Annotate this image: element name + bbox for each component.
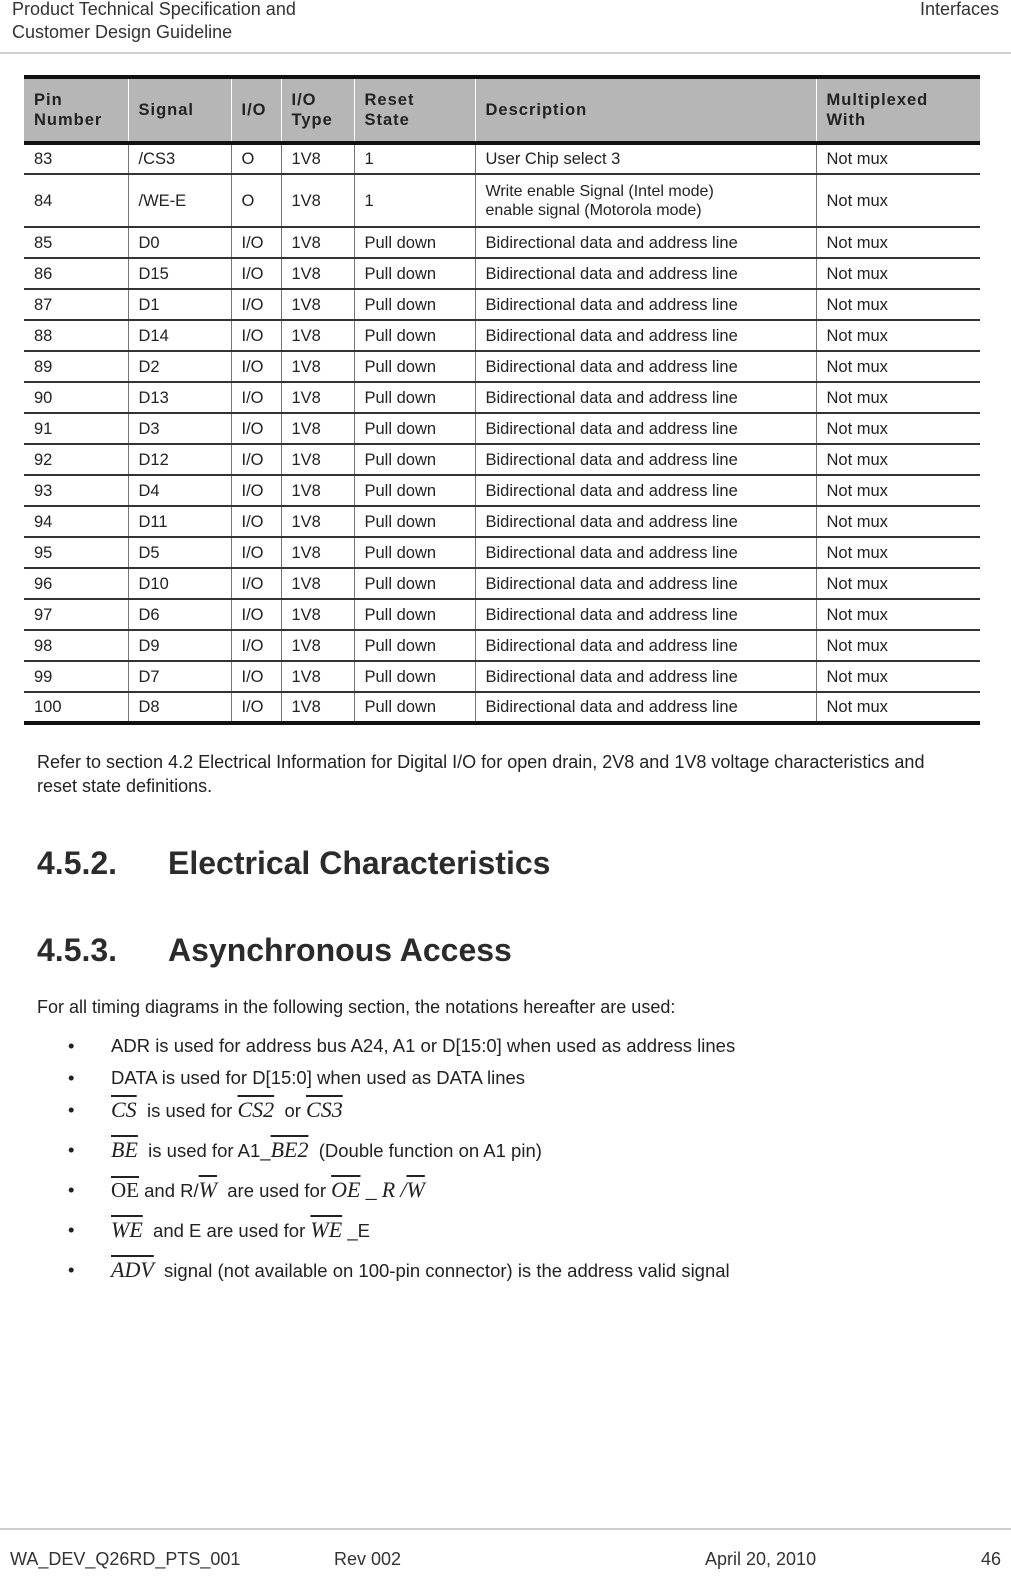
table-cell: O <box>231 143 281 174</box>
document-title <box>12 0 296 44</box>
pin-table-header <box>24 77 980 143</box>
signal-be: $\overline{BE}$ <box>111 1137 138 1162</box>
list-item: • $\overline{OE}$ and $R/\overline{W}$ are used for $\overline{OE}$ _ R $/\overline{W}$ <box>68 1177 425 1202</box>
signal-we: $\overline{WE}$ <box>111 1217 143 1242</box>
table-cell: 86 <box>24 258 128 289</box>
date: April 20, 2010 <box>705 1549 817 1569</box>
pin-table <box>24 75 980 725</box>
table-cell: 1V8 <box>281 475 354 506</box>
table-cell: Pull down <box>354 382 475 413</box>
table-cell: D3 <box>128 413 231 444</box>
table-row <box>24 413 980 444</box>
column-header: Multiplexed With <box>816 77 980 143</box>
table-cell: 1V8 <box>281 289 354 320</box>
table-cell: D5 <box>128 537 231 568</box>
intro-paragraph: For all timing diagrams in the following section, the notations hereafter are used: <box>37 997 676 1017</box>
table-row <box>24 351 980 382</box>
table-cell: 94 <box>24 506 128 537</box>
table-cell: O <box>231 174 281 227</box>
signal-cs: $\overline{CS}$ <box>111 1097 137 1122</box>
table-row <box>24 506 980 537</box>
table-cell: 1V8 <box>281 692 354 723</box>
table-cell: 1V8 <box>281 537 354 568</box>
table-cell: 93 <box>24 475 128 506</box>
notation-list <box>0 1033 735 1297</box>
table-cell: Not mux <box>816 506 980 537</box>
table-cell: Pull down <box>354 444 475 475</box>
pin-table-body <box>24 143 980 723</box>
table-cell: 1V8 <box>281 143 354 174</box>
table-cell: I/O <box>231 661 281 692</box>
table-cell: Bidirectional data and address line <box>475 289 816 320</box>
table-cell: Bidirectional data and address line <box>475 506 816 537</box>
table-cell: Pull down <box>354 506 475 537</box>
table-cell: Bidirectional data and address line <box>475 444 816 475</box>
list-item: • ADR is used for address bus A24, A1 or D[15:0] when used as address lines <box>0 1033 735 1065</box>
table-row <box>24 444 980 475</box>
table-cell: 1V8 <box>281 174 354 227</box>
table-cell: 98 <box>24 630 128 661</box>
table-row <box>24 630 980 661</box>
table-cell: D14 <box>128 320 231 351</box>
table-cell: I/O <box>231 258 281 289</box>
table-cell: /WE-E <box>128 174 231 227</box>
table-cell: Pull down <box>354 227 475 258</box>
table-cell: 1V8 <box>281 258 354 289</box>
table-cell: Bidirectional data and address line <box>475 568 816 599</box>
revision: Rev 002 <box>334 1549 402 1569</box>
table-cell: Pull down <box>354 630 475 661</box>
bullet-icon: • <box>68 1139 75 1160</box>
table-note: Refer to section 4.2 Electrical Information for Digital I/O for open drain, 2V8 and 1V8 voltage characteristics and reset state definitions. <box>37 752 925 796</box>
table-cell: I/O <box>231 382 281 413</box>
section-title: Electrical Characteristics <box>168 845 551 881</box>
table-cell: 1V8 <box>281 351 354 382</box>
table-row <box>24 568 980 599</box>
table-cell: Not mux <box>816 630 980 661</box>
table-cell: Not mux <box>816 413 980 444</box>
table-cell: Pull down <box>354 475 475 506</box>
table-cell: Bidirectional data and address line <box>475 320 816 351</box>
table-cell: User Chip select 3 <box>475 143 816 174</box>
column-header: Reset State <box>354 77 475 143</box>
table-row <box>24 320 980 351</box>
table-cell: Bidirectional data and address line <box>475 258 816 289</box>
table-cell: D15 <box>128 258 231 289</box>
signal-we-e: $\overline{WE}$ <box>310 1217 343 1242</box>
table-cell: 1V8 <box>281 568 354 599</box>
table-cell: Not mux <box>816 174 980 227</box>
table-cell: 1V8 <box>281 413 354 444</box>
table-cell: 87 <box>24 289 128 320</box>
table-row <box>24 382 980 413</box>
table-cell: Pull down <box>354 413 475 444</box>
bullet-icon: • <box>68 1067 75 1088</box>
table-cell: 100 <box>24 692 128 723</box>
table-cell: Pull down <box>354 537 475 568</box>
table-cell: D12 <box>128 444 231 475</box>
table-cell: 1V8 <box>281 227 354 258</box>
signal-cs2: CS2 <box>237 1097 275 1122</box>
heading-electrical-characteristics <box>37 845 550 882</box>
signal-w: $\overline{W}$ <box>198 1177 217 1202</box>
column-header: Signal <box>128 77 231 143</box>
signal-be2: BE2 <box>270 1137 309 1162</box>
table-cell: I/O <box>231 630 281 661</box>
bullet-icon: • <box>68 1219 75 1240</box>
page-number: 46 <box>980 1549 1001 1569</box>
doc-id: WA_DEV_Q26RD_PTS_001 <box>10 1549 241 1569</box>
table-cell: Not mux <box>816 599 980 630</box>
title-line-2: Customer Design Guideline <box>12 22 233 42</box>
table-cell: D7 <box>128 661 231 692</box>
table-cell: 91 <box>24 413 128 444</box>
table-cell: D2 <box>128 351 231 382</box>
table-cell: Bidirectional data and address line <box>475 692 816 723</box>
table-cell: Bidirectional data and address line <box>475 351 816 382</box>
table-cell: Not mux <box>816 537 980 568</box>
bullet-icon: • <box>68 1035 75 1056</box>
table-cell: 88 <box>24 320 128 351</box>
table-cell: 97 <box>24 599 128 630</box>
table-row <box>24 475 980 506</box>
title-line-1: Product Technical Specification and <box>12 0 296 19</box>
table-cell: Not mux <box>816 289 980 320</box>
section-number: 4.5.2. <box>37 845 118 881</box>
table-cell: D10 <box>128 568 231 599</box>
table-cell: Pull down <box>354 568 475 599</box>
table-cell: 89 <box>24 351 128 382</box>
table-cell: Bidirectional data and address line <box>475 630 816 661</box>
table-cell: 1V8 <box>281 444 354 475</box>
table-row <box>24 692 980 723</box>
table-row <box>24 661 980 692</box>
table-cell: 99 <box>24 661 128 692</box>
section-number: 4.5.3. <box>37 932 118 968</box>
table-cell: 90 <box>24 382 128 413</box>
table-cell: Not mux <box>816 258 980 289</box>
column-header: Pin Number <box>24 77 128 143</box>
list-item: • $\overline{CS}$ is used for CS2 or CS3 <box>68 1097 343 1122</box>
table-row <box>24 599 980 630</box>
page-header <box>0 0 1011 54</box>
list-item: • $\overline{WE}$ and E are used for $\overline{WE}$ _E <box>68 1217 370 1242</box>
table-cell: D6 <box>128 599 231 630</box>
table-cell: /CS3 <box>128 143 231 174</box>
table-cell: 84 <box>24 174 128 227</box>
table-cell: D9 <box>128 630 231 661</box>
table-cell: Not mux <box>816 143 980 174</box>
table-cell: I/O <box>231 599 281 630</box>
table-cell: D11 <box>128 506 231 537</box>
column-header: I/O <box>231 77 281 143</box>
table-cell: Pull down <box>354 599 475 630</box>
table-cell: Not mux <box>816 320 980 351</box>
table-cell: 1V8 <box>281 320 354 351</box>
table-row <box>24 289 980 320</box>
table-cell: I/O <box>231 351 281 382</box>
table-cell: 1V8 <box>281 506 354 537</box>
table-cell: I/O <box>231 692 281 723</box>
signal-oe-r-w: $\overline{OE}$ <box>331 1177 361 1202</box>
table-cell: Bidirectional data and address line <box>475 475 816 506</box>
table-cell: Bidirectional data and address line <box>475 413 816 444</box>
table-cell: Bidirectional data and address line <box>475 661 816 692</box>
table-cell: 1V8 <box>281 630 354 661</box>
bullet-icon: • <box>68 1259 75 1280</box>
column-header: I/O Type <box>281 77 354 143</box>
table-cell: 96 <box>24 568 128 599</box>
table-cell: D0 <box>128 227 231 258</box>
bullet-icon: • <box>68 1179 75 1200</box>
table-cell: Write enable Signal (Intel mode) enable signal (Motorola mode) <box>475 174 816 227</box>
bullet-icon: • <box>68 1099 75 1120</box>
table-cell: I/O <box>231 568 281 599</box>
table-cell: Bidirectional data and address line <box>475 599 816 630</box>
table-cell: 1V8 <box>281 599 354 630</box>
table-cell: 95 <box>24 537 128 568</box>
table-cell: I/O <box>231 320 281 351</box>
section-title: Asynchronous Access <box>168 932 512 968</box>
list-item: • $\overline{BE}$ is used for A1_BE2 (Double function on A1 pin) <box>68 1137 542 1162</box>
table-cell: Bidirectional data and address line <box>475 382 816 413</box>
table-cell: 1V8 <box>281 661 354 692</box>
table-cell: I/O <box>231 475 281 506</box>
table-cell: I/O <box>231 289 281 320</box>
table-cell: Not mux <box>816 227 980 258</box>
table-row <box>24 174 980 227</box>
table-cell: I/O <box>231 537 281 568</box>
table-cell: Not mux <box>816 475 980 506</box>
table-cell: Pull down <box>354 289 475 320</box>
section-label: Interfaces <box>919 0 999 19</box>
table-cell: D4 <box>128 475 231 506</box>
table-cell: 83 <box>24 143 128 174</box>
list-item: • DATA is used for D[15:0] when used as DATA lines <box>0 1065 735 1097</box>
table-cell: I/O <box>231 413 281 444</box>
table-row <box>24 258 980 289</box>
signal-cs3: CS3 <box>306 1097 343 1122</box>
table-cell: 92 <box>24 444 128 475</box>
table-cell: Not mux <box>816 661 980 692</box>
table-cell: Not mux <box>816 351 980 382</box>
signal-adv: $\overline{ADV}$ <box>111 1257 154 1282</box>
signal-oe: $\overline{OE}$ <box>111 1178 139 1202</box>
table-cell: I/O <box>231 444 281 475</box>
table-cell: D13 <box>128 382 231 413</box>
table-cell: 85 <box>24 227 128 258</box>
table-cell: 1 <box>354 174 475 227</box>
table-cell: Bidirectional data and address line <box>475 537 816 568</box>
table-cell: 1 <box>354 143 475 174</box>
table-cell: Not mux <box>816 692 980 723</box>
table-row <box>24 143 980 174</box>
table-cell: Bidirectional data and address line <box>475 227 816 258</box>
list-item: • $\overline{ADV}$ signal (not available on 100-pin connector) is the address valid signal <box>68 1257 730 1282</box>
table-cell: D8 <box>128 692 231 723</box>
table-row <box>24 227 980 258</box>
table-cell: Pull down <box>354 661 475 692</box>
table-cell: Pull down <box>354 692 475 723</box>
table-row <box>24 537 980 568</box>
table-cell: 1V8 <box>281 382 354 413</box>
page-footer <box>0 1528 1011 1585</box>
table-cell: I/O <box>231 506 281 537</box>
table-cell: Pull down <box>354 258 475 289</box>
table-cell: Not mux <box>816 568 980 599</box>
heading-asynchronous-access <box>37 932 512 969</box>
table-cell: I/O <box>231 227 281 258</box>
table-cell: D1 <box>128 289 231 320</box>
table-cell: Pull down <box>354 351 475 382</box>
table-cell: Not mux <box>816 444 980 475</box>
table-cell: Pull down <box>354 320 475 351</box>
table-cell: Not mux <box>816 382 980 413</box>
column-header: Description <box>475 77 816 143</box>
